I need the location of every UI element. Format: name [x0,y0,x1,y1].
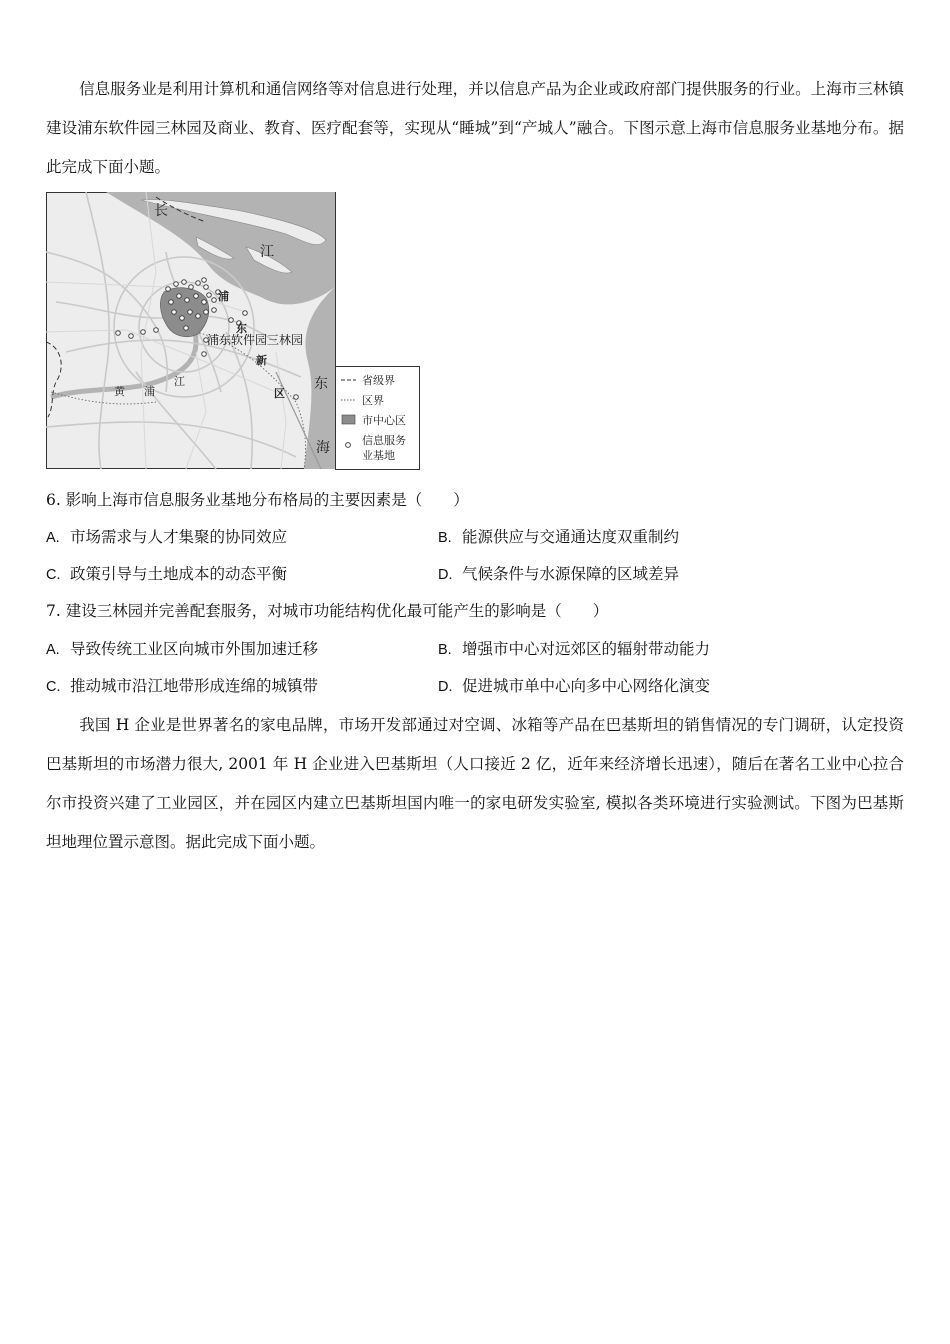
intro-paragraph-1: 信息服务业是利用计算机和通信网络等对信息进行处理，并以信息产品为企业或政府部门提供服务的行业。上海市三林镇建设浦东软件园三林园及商业、教育、医疗配套等，实现从“睡城”到“产城人”融合。下图示意上海市信息服务业基地分布。据此完成下面小题。 [46,80,904,176]
label-sanlin: 浦东软件园三林园 [207,333,304,347]
legend-city-center: 市中心区 [362,414,406,427]
intro-paragraph-2: 我国 H 企业是世界著名的家电品牌，市场开发部通过对空调、冰箱等产品在巴基斯坦的销售情况的专门调研，认定投资巴基斯坦的市场潜力很大, 2001 年 H 企业进入巴基斯坦（人口接近 2 亿，近年来经济增长迅速），随后在著名工业中心拉合尔市投资兴建了工业园区，并在园区内建立巴基斯坦国内唯一的家电研发实验室, 模拟各类环境进行实验测试。下图为巴基斯坦地理位置示意图。据此完成下面小题。 [46,716,904,851]
shanghai-map [46,192,420,470]
label-jiang2: 江 [174,375,185,388]
q6-option-a[interactable]: A. 市场需求与人才集聚的协同效应 [46,528,288,546]
map-legend [336,367,420,470]
q6-option-c[interactable]: C. 政策引导与土地成本的动态平衡 [46,565,288,583]
label-qu: 区 [274,387,285,400]
q7-option-a[interactable]: A. 导致传统工业区向城市外围加速迁移 [46,640,319,658]
q6-option-d[interactable]: D. 气候条件与水源保障的区域差异 [438,565,680,583]
legend-district-border: 区界 [362,394,384,407]
label-dong-sea: 东 [314,376,328,392]
label-hai: 海 [316,440,330,456]
legend-province-border: 省级界 [362,374,395,387]
label-xin: 新 [256,354,267,367]
label-pu: 浦 [218,290,229,303]
q6-option-b[interactable]: B. 能源供应与交通通达度双重制约 [438,528,680,546]
question-7-stem: 7. 建设三林园并完善配套服务，对城市功能结构优化最可能产生的影响是（ ） [46,602,609,620]
label-jiang: 江 [260,244,274,260]
label-huang: 黄 [114,385,125,398]
question-6-stem: 6. 影响上海市信息服务业基地分布格局的主要因素是（ ） [46,491,469,509]
q7-option-d[interactable]: D. 促进城市单中心向多中心网络化演变 [438,677,711,695]
label-pu2: 浦 [144,385,155,398]
label-chang: 长 [154,203,168,219]
label-dong: 东 [236,322,247,335]
legend-info-base-line2: 业基地 [362,449,395,462]
legend-info-base-line1: 信息服务 [362,434,406,447]
q7-option-c[interactable]: C. 推动城市沿江地带形成连绵的城镇带 [46,677,319,695]
q7-option-b[interactable]: B. 增强市中心对远郊区的辐射带动能力 [438,640,711,658]
